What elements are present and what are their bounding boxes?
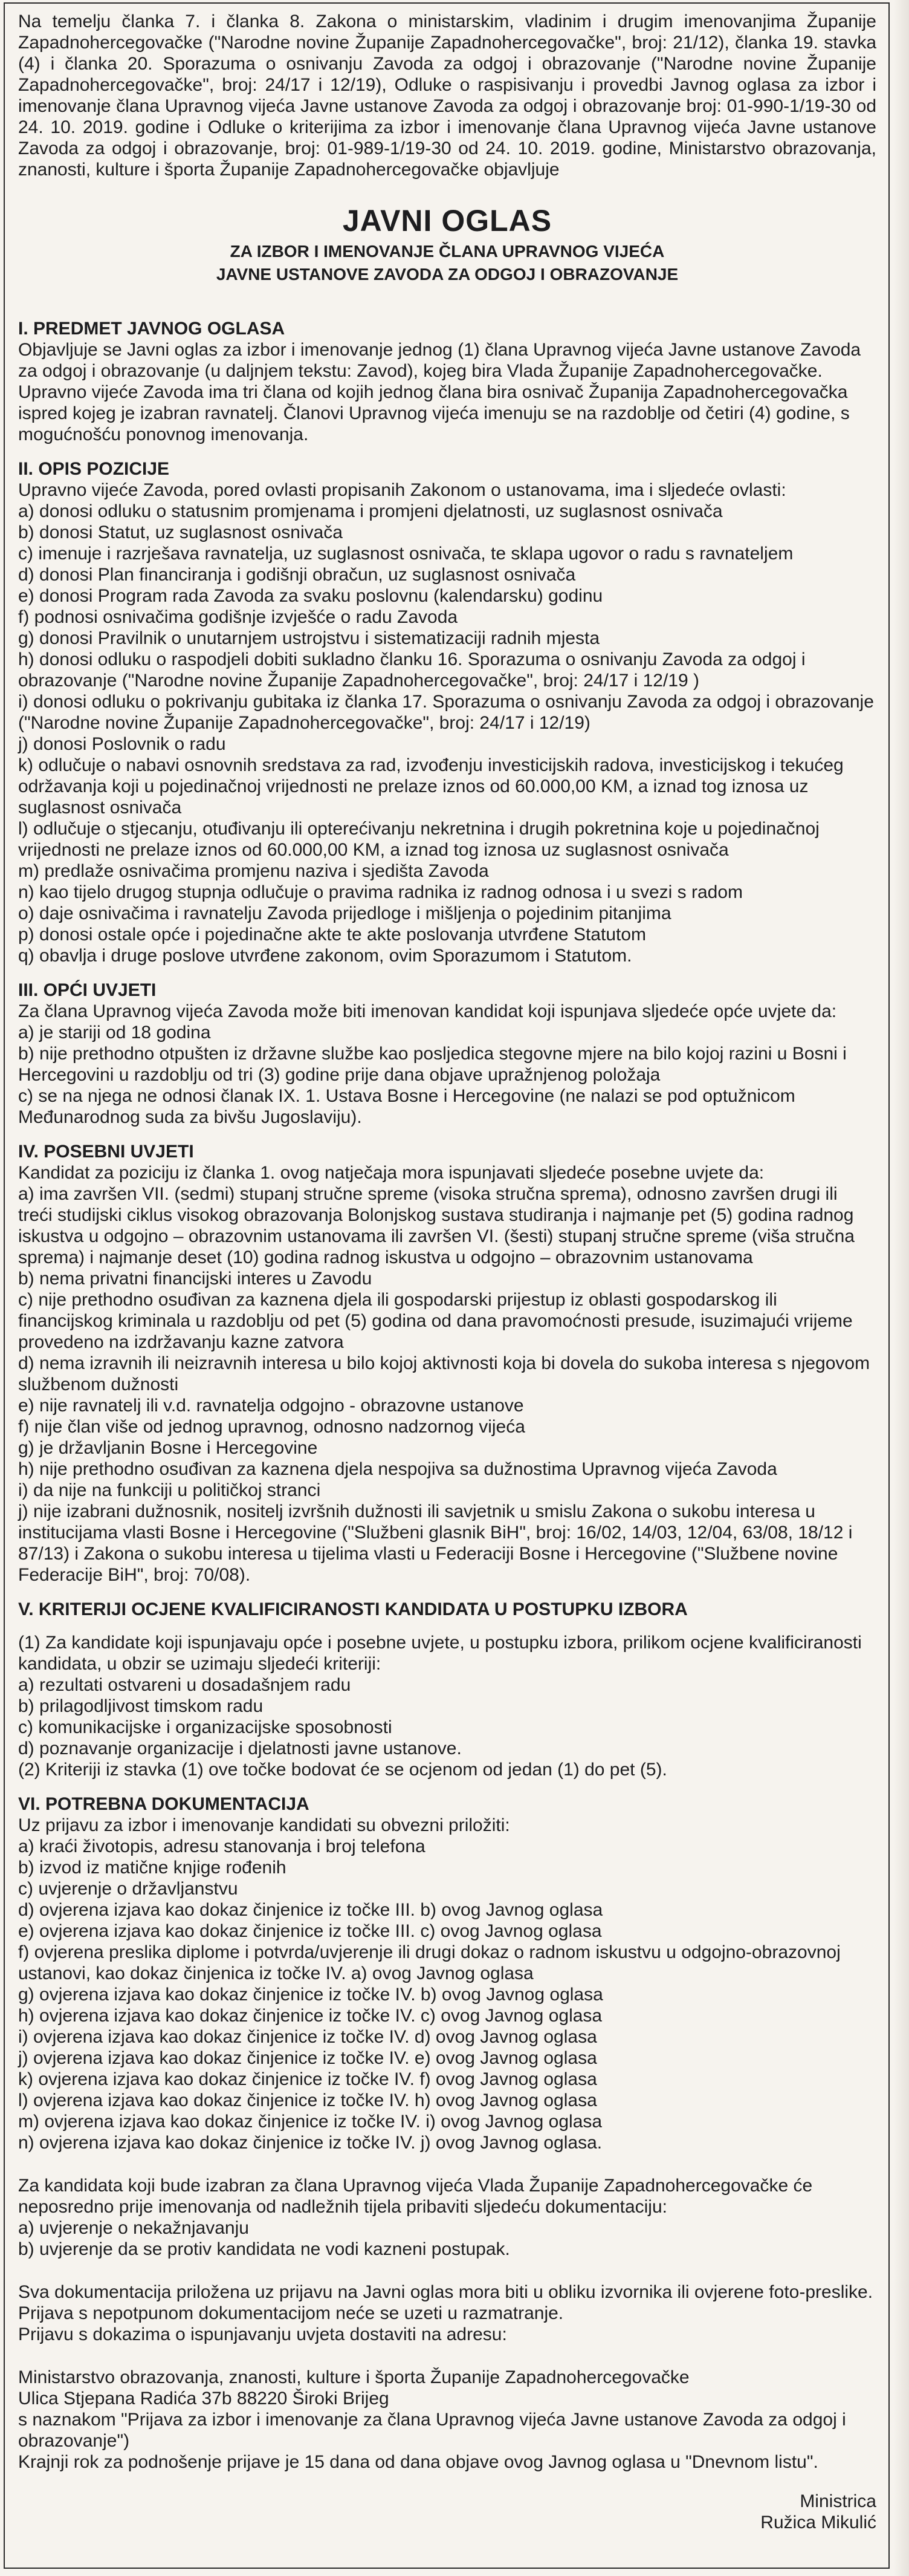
note-incomplete: Prijava s nepotpunom dokumentacijom neće se uzeti u razmatranje.	[18, 2303, 564, 2323]
section-heading: I. PREDMET JAVNOG OGLASA	[18, 319, 285, 339]
list-item: f) podnosi osnivačima godišnje izvješće o radu Zavoda	[18, 607, 458, 627]
list-item: e) nije ravnatelj ili v.d. ravnatelja odgojno - obrazovne ustanove	[18, 1396, 524, 1416]
criteria-scoring: (2) Kriteriji iz stavka (1) ove točke bodovat će se ocjenom od jedan (1) do pet (5).	[18, 1760, 667, 1780]
signatory-name: Ružica Mikulić	[760, 2513, 876, 2532]
section-lead: Upravno vijeće Zavoda, pored ovlasti propisanih Zakonom o ustanovama, ima i sljedeće ovlasti:	[18, 480, 786, 500]
list-item: f) nije član više od jednog upravnog, odnosno nadzornog vijeća	[18, 1417, 525, 1437]
elected-documents-list	[18, 2217, 876, 2260]
list-item: a) donosi odluku o statusnim promjenama i promjeni djelatnosti, uz suglasnost osnivača	[18, 501, 723, 521]
list-item: h) ovjerena izjava kao dokaz činjenice iz točke IV. c) ovog Javnog oglasa	[18, 2006, 603, 2026]
list-item: d) ovjerena izjava kao dokaz činjenice iz točke III. b) ovog Javnog oglasa	[18, 1900, 603, 1920]
section-general-conditions	[18, 980, 876, 1128]
list-item: a) rezultati ostvareni u dosadašnjem radu	[18, 1675, 351, 1695]
special-conditions-list	[18, 1183, 876, 1586]
notice-content	[18, 11, 876, 2533]
address-block	[18, 2367, 876, 2473]
intro-paragraph: Na temelju članka 7. i članka 8. Zakona o ministarskim, vladinim i drugim imenovanjima Županije Zapadnohercegovačke ("Narodne novine Županije Zapadnohercegovačke", broj: 21/12), članka 19. stavka (4) i članka 20. Sporazuma o osnivanju Zavoda za odgoj i obrazovanje ("Narodne novine Županije Zapadnohercegovačke", broj: 24/17 i 12/19), Odluke o raspisivanju i provedbi Javnog oglasa za izbor i imenovanje člana Upravnog vijeća Javne ustanove Zavoda za odgoj i obrazovanje broj: 01-990-1/19-30 od 24. 10. 2019. godine i Odluke o kriterijima za izbor i imenovanje člana Upravnog vijeća Javne ustanove Zavoda za odgoj i obrazovanje, broj: 01-989-1/19-30 od 24. 10. 2019. godine, Ministarstvo obrazovanja, znanosti, kulture i športa Županije Zapadnohercegovačke objavljuje	[18, 11, 876, 180]
list-item: d) donosi Plan financiranja i godišnji obračun, uz suglasnost osnivača	[18, 565, 576, 585]
documents-list	[18, 1836, 876, 2153]
list-item: k) ovjerena izjava kao dokaz činjenice iz točke IV. f) ovog Javnog oglasa	[18, 2069, 597, 2089]
section-subject	[18, 318, 876, 445]
list-item: g) je državljanin Bosne i Hercegovine	[18, 1438, 318, 1458]
section-heading: IV. POSEBNI UVJETI	[18, 1142, 194, 1162]
list-item: c) nije prethodno osuđivan za kaznena djela ili gospodarski prijestup iz oblasti gospodarskog ili financijskog kriminala u razdoblju od pet (5) godina od dana pravomoćnosti presude, isuzimajući vrijeme provedeno na izdržavanju kazne zatvora	[18, 1290, 853, 1352]
list-item: o) daje osnivačima i ravnatelju Zavoda prijedloge i mišljenja o pojedinim pitanjima	[18, 903, 671, 923]
list-item: a) kraći životopis, adresu stanovanja i broj telefona	[18, 1836, 425, 1856]
list-item: e) donosi Program rada Zavoda za svaku poslovnu (kalendarsku) godinu	[18, 586, 603, 606]
list-item: l) ovjerena izjava kao dokaz činjenice iz točke IV. h) ovog Javnog oglasa	[18, 2090, 597, 2110]
powers-list	[18, 501, 876, 966]
list-item: d) nema izravnih ili neizravnih interesa u bilo kojoj aktivnosti koja bi dovela do sukoba interesa s njegovom službenom dužnosti	[18, 1353, 870, 1394]
list-item: f) ovjerena preslika diplome i potvrda/uvjerenje ili drugi dokaz o radnom iskustvu u odgojno-obrazovnoj ustanovi, kao dokaz činjenica iz točke IV. a) ovog Javnog oglasa	[18, 1942, 841, 1983]
list-item: e) ovjerena izjava kao dokaz činjenice iz točke III. c) ovog Javnog oglasa	[18, 1921, 602, 1941]
list-item: i) donosi odluku o pokrivanju gubitaka iz članka 17. Sporazuma o osnivanju Zavoda za odgoj i obrazovanje ("Narodne novine Županije Zapadnohercegovačke", broj: 24/17 i 12/19)	[18, 692, 874, 733]
criteria-list	[18, 1674, 876, 1759]
list-item: l) odlučuje o stjecanju, otuđivanju ili opterećivanju nekretnina i drugih pokretnina koje u pojedinačnoj vrijednosti ne prelaze iznos od 60.000,00 KM, a iznad tog iznosa uz suglasnost osnivača	[18, 819, 820, 860]
list-item: h) nije prethodno osuđivan za kaznena djela nespojiva sa dužnostima Upravnog vijeća Zavoda	[18, 1459, 777, 1479]
list-item: b) izvod iz matične knjige rođenih	[18, 1858, 286, 1878]
section-position	[18, 458, 876, 966]
list-item: h) donosi odluku o raspodjeli dobiti sukladno članku 16. Sporazuma o osnivanju Zavoda za odgoj i obrazovanje ("Narodne novine Županije Zapadnohercegovačke", broj: 24/17 i 12/19 )	[18, 649, 806, 691]
list-item: a) je stariji od 18 godina	[18, 1023, 211, 1042]
note-address-lead: Prijavu s dokazima o ispunjavanju uvjeta dostaviti na adresu:	[18, 2324, 507, 2344]
section-heading: III. OPĆI UVJETI	[18, 980, 157, 1000]
elected-candidate-lead: Za kandidata koji bude izabran za člana Upravnog vijeća Vlada Županije Zapadnohercegovačke će neposredno prije imenovanja od nadležnih tijela pribaviti sljedeću dokumentaciju:	[18, 2176, 813, 2217]
list-item: c) imenuje i razrješava ravnatelja, uz suglasnost osnivača, te sklapa ugovor o radu s ravnateljem	[18, 544, 794, 564]
deadline-line: Krajnji rok za podnošenje prijave je 15 dana od dana objave ovog Javnog oglasa u "Dnevnom listu".	[18, 2452, 818, 2472]
notice-subtitle-line-1: ZA IZBOR I IMENOVANJE ČLANA UPRAVNOG VIJEĆA	[230, 242, 665, 261]
list-item: c) komunikacijske i organizacijske sposobnosti	[18, 1717, 392, 1737]
list-item: j) donosi Poslovnik o radu	[18, 734, 226, 754]
list-item: d) poznavanje organizacije i djelatnosti javne ustanove.	[18, 1738, 462, 1758]
list-item: b) donosi Statut, uz suglasnost osnivača	[18, 522, 343, 542]
list-item: a) ima završen VII. (sedmi) stupanj stručne spreme (visoka stručna sprema), odnosno završen drugi ili treći studijski ciklus visokog obrazovanja Bolonjskog sustava studiranja i najmanje pet (5) godina radnog iskustva u odgojno – obrazovnim ustanovama ili završen VI. (šesti) stupanj stručne spreme (viša stručna sprema) i najmanje deset (10) godina radnog iskustva u odgojno – obrazovnim ustanovama	[18, 1184, 855, 1267]
notice-title: JAVNI OGLAS	[342, 204, 552, 238]
list-item: m) ovjerena izjava kao dokaz činjenice iz točke IV. i) ovog Javnog oglasa	[18, 2112, 603, 2132]
section-lead: Za člana Upravnog vijeća Zavoda može biti imenovan kandidat koji ispunjava sljedeće opće uvjete da:	[18, 1001, 837, 1021]
list-item: b) uvjerenje da se protiv kandidata ne vodi kazneni postupak.	[18, 2239, 510, 2259]
list-item: b) nije prethodno otpušten iz državne službe kao posljedica stegovne mjere na bilo kojoj razini u Bosni i Hercegovini u razdoblju od tri (3) godine prije dana objave upražnjenog položaja	[18, 1044, 847, 1085]
address-line: Ministarstvo obrazovanja, znanosti, kulture i športa Županije Zapadnohercegovačke	[18, 2367, 690, 2387]
list-item: i) ovjerena izjava kao dokaz činjenice iz točke IV. d) ovog Javnog oglasa	[18, 2027, 597, 2047]
list-item: a) uvjerenje o nekažnjavanju	[18, 2218, 249, 2238]
list-item: i) da nije na funkciji u političkoj stranci	[18, 1480, 321, 1500]
list-item: c) uvjerenje o državljanstvu	[18, 1879, 238, 1899]
section-lead: Uz prijavu za izbor i imenovanje kandidati su obvezni priložiti:	[18, 1815, 510, 1835]
address-line: Ulica Stjepana Radića 37b 88220 Široki Brijeg	[18, 2389, 389, 2408]
section-heading: V. KRITERIJI OCJENE KVALIFICIRANOSTI KANDIDATA U POSTUPKU IZBORA	[18, 1599, 688, 1619]
general-conditions-list	[18, 1022, 876, 1128]
list-item: q) obavlja i druge poslove utvrđene zakonom, ovim Sporazumom i Statutom.	[18, 946, 632, 966]
list-item: k) odlučuje o nabavi osnovnih sredstava za rad, izvođenju investicijskih radova, investicijskog i tekućeg održavanja koji u pojedinačnoj vrijednosti ne prelaze iznos od 60.000,00 KM, a iznad tog iznosa uz suglasnost osnivača	[18, 755, 844, 818]
section-text: Objavljuje se Javni oglas za izbor i imenovanje jednog (1) člana Upravnog vijeća Javne ustanove Zavoda za odgoj i obrazovanje (u daljnjem tekstu: Zavod), kojeg bira Vlada Županije Zapadnohercegovačke. Upravno vijeće Zavoda ima tri člana od kojih jednog člana bira osnivač Županija Zapadnohercegovačka ispred kojeg je izabran ravnatelj. Članovi Upravnog vijeća imenuju se na razdoblje od četiri (4) godine, s mogućnošću ponovnog imenovanja.	[18, 340, 861, 444]
title-block	[18, 203, 876, 284]
list-item: g) donosi Pravilnik o unutarnjem ustrojstvu i sistematizaciji radnih mjesta	[18, 628, 600, 648]
section-heading: VI. POTREBNA DOKUMENTACIJA	[18, 1794, 309, 1814]
section-criteria	[18, 1599, 876, 1780]
list-item: j) nije izabrani dužnosnik, nositelj izvršnih dužnosti ili savjetnik u smislu Zakona o sukobu interesa u institucijama vlasti Bosne i Hercegovine ("Službeni glasnik BiH", broj: 16/02, 14/03, 12/04, 63/08, 18/12 i 87/13) i Zakona o sukobu interesa u tijelima vlasti u Federaciji Bosne i Hercegovine ("Službene novine Federacije BiH", broj: 70/08).	[18, 1501, 853, 1585]
section-lead: (1) Za kandidate koji ispunjavaju opće i posebne uvjete, u postupku izbora, prilikom ocjene kvalificiranosti kandidata, u obzir se uzimaju sljedeći kriteriji:	[18, 1633, 862, 1674]
list-item: c) se na njega ne odnosi članak IX. 1. Ustava Bosne i Hercegovine (ne nalazi se pod optužnicom Međunarodnog suda za bivšu Jugoslaviju).	[18, 1086, 795, 1127]
section-heading: II. OPIS POZICIJE	[18, 459, 170, 479]
section-special-conditions	[18, 1141, 876, 1586]
list-item: n) kao tijelo drugog stupnja odlučuje o pravima radnika iz radnog odnosa i u svezi s radom	[18, 882, 743, 902]
address-line: s naznakom "Prijava za izbor i imenovanje za člana Upravnog vijeća Javne ustanove Zavoda za odgoj i obrazovanje")	[18, 2410, 846, 2451]
notice-subtitle-line-2: JAVNE USTANOVE ZAVODA ZA ODGOJ I OBRAZOVANJE	[216, 265, 679, 284]
section-lead: Kandidat za poziciju iz članka 1. ovog natječaja mora ispunjavati sljedeće posebne uvjete da:	[18, 1163, 765, 1183]
page-edge	[893, 0, 909, 2576]
list-item: n) ovjerena izjava kao dokaz činjenice iz točke IV. j) ovog Javnog oglasa.	[18, 2133, 603, 2153]
list-item: b) nema privatni financijski interes u Zavodu	[18, 1269, 372, 1289]
signatory-role: Ministrica	[800, 2491, 876, 2511]
list-item: p) donosi ostale opće i pojedinačne akte te akte poslovanja utvrđene Statutom	[18, 925, 647, 945]
section-documentation	[18, 1794, 876, 2473]
list-item: j) ovjerena izjava kao dokaz činjenice iz točke IV. e) ovog Javnog oglasa	[18, 2048, 597, 2068]
list-item: g) ovjerena izjava kao dokaz činjenice iz točke IV. b) ovog Javnog oglasa	[18, 1985, 603, 2005]
signature-block	[18, 2491, 876, 2533]
list-item: b) prilagodljivost timskom radu	[18, 1696, 264, 1716]
list-item: m) predlaže osnivačima promjenu naziva i sjedišta Zavoda	[18, 861, 489, 881]
note-original-copies: Sva dokumentacija priložena uz prijavu na Javni oglas mora biti u obliku izvornika ili ovjerene foto-preslike.	[18, 2282, 873, 2302]
